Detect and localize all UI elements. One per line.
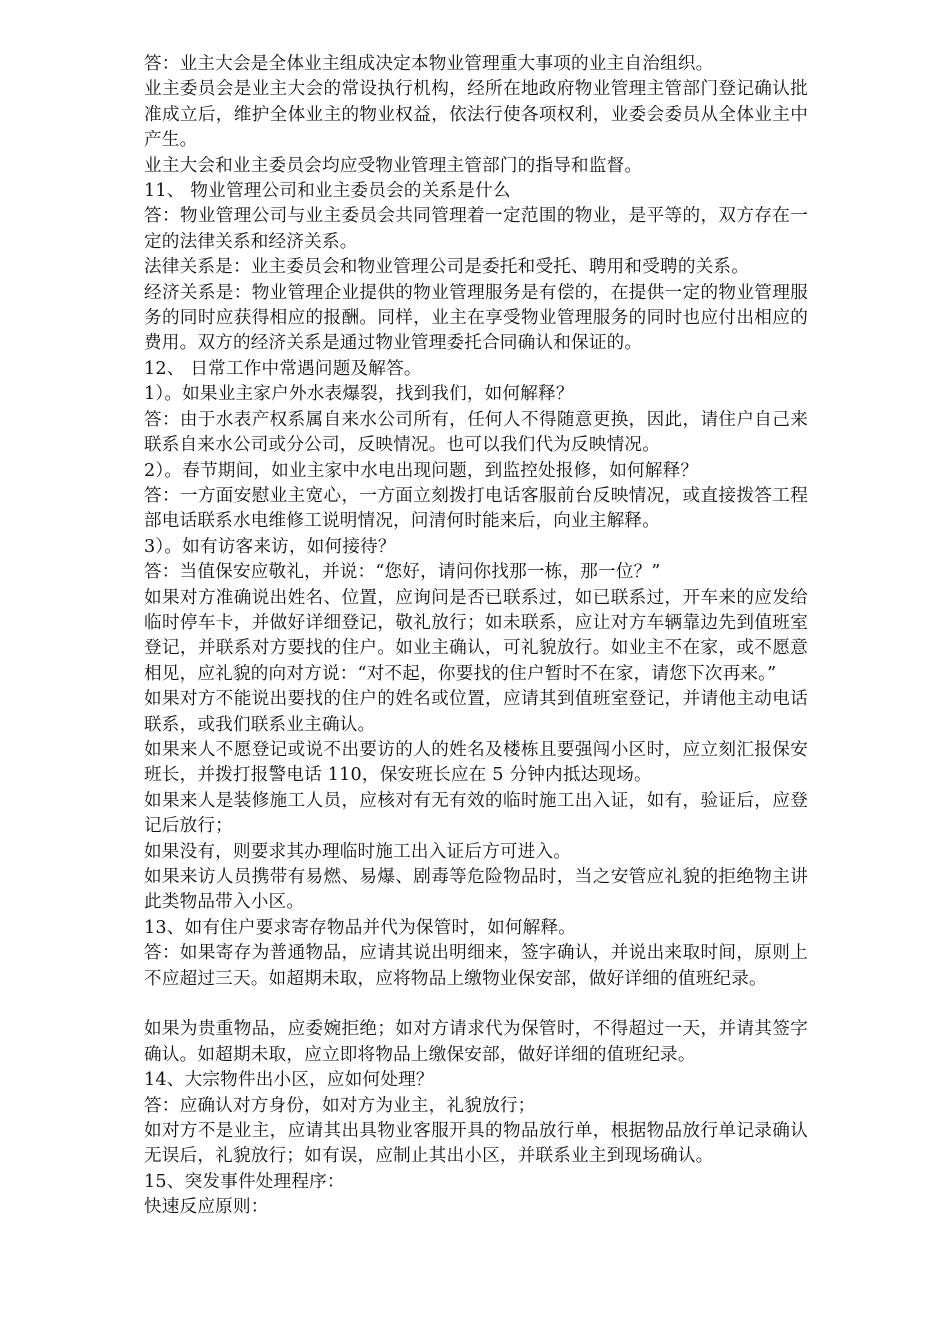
- heading-question-13: 13、如有住户要求寄存物品并代为保管时，如何解释。: [144, 917, 577, 938]
- heading-question-12: 12、 日常工作中常遇问题及解答。: [144, 358, 422, 379]
- heading-question-14: 14、大宗物件出小区，应如何处理？: [144, 1070, 434, 1091]
- answer-question-14: 答：应确认对方身份，如对方为业主，礼貌放行；: [144, 1095, 536, 1116]
- answer-subquestion-1: 答：由于水表产权系属自来水公司所有，任何人不得随意更换，因此，请住户自己来联系自来水公司或分公司，反映情况。也可以我们代为反映情况。: [144, 409, 808, 456]
- paragraph-owners-committee-definition: 业主委员会是业主大会的常设执行机构，经所在地政府物业管理主管部门登记确认批准成立后，维护全体业主的物业权益，依法行使各项权利，业委会委员从全体业主中产生。: [144, 79, 808, 151]
- paragraph-dangerous-goods: 如果来访人员携带有易燃、易爆、剧毒等危险物品时，当之安管应礼貌的拒绝物主讲此类物品带入小区。: [144, 867, 808, 913]
- paragraph-no-permit: 如果没有，则要求其办理临时施工出入证后方可进入。: [144, 841, 572, 862]
- answer-subquestion-2: 答：一方面安慰业主宽心，一方面立刻拨打电话客服前台反映情况，或直接拨答工程部电话联系水电维修工说明情况，问清何时能来后，向业主解释。: [144, 485, 808, 532]
- paragraph-supervision: 业主大会和业主委员会均应受物业管理主管部门的指导和监督。: [144, 155, 643, 176]
- paragraph-economic-relationship: 经济关系是：物业管理企业提供的物业管理服务是有偿的，在提供一定的物业管理服务的同时应获得相应的报酬。同样，业主在享受物业管理服务的同时也应付出相应的费用。双方的经济关系是通过物业管理委托合同确认和保证的。: [144, 282, 808, 354]
- paragraph-legal-relationship: 法律关系是：业主委员会和物业管理公司是委托和受托、聘用和受聘的关系。: [144, 257, 749, 278]
- subquestion-3: 3）。如有访客来访，如何接待？: [144, 536, 396, 557]
- blank-line: [144, 992, 808, 1017]
- paragraph-construction-worker: 如果来人是装修施工人员，应核对有无有效的临时施工出入证，如有，验证后，应登记后放行；: [144, 790, 808, 837]
- heading-question-15: 15、突发事件处理程序：: [144, 1171, 345, 1192]
- paragraph-valuables: 如果为贵重物品，应委婉拒绝；如对方请求代为保管时，不得超过一天，并请其签字确认。如超期未取，应立即将物品上缴保安部，做好详细的值班纪录。: [144, 1019, 808, 1065]
- paragraph-visitor-unknown: 如果对方不能说出要找的住户的姓名或位置，应请其到值班室登记，并请他主动电话联系，或我们联系业主确认。: [144, 689, 808, 735]
- paragraph-owners-assembly-definition: 答：业主大会是全体业主组成决定本物业管理重大事项的业主自治组织。: [144, 54, 714, 74]
- paragraph-rapid-response: 快速反应原则：: [144, 1197, 269, 1218]
- answer-question-13: 答：如果寄存为普通物品，应请其说出明细来，签字确认，并说出来取时间，原则上不应超过三天。如超期未取，应将物品上缴物业保安部，做好详细的值班纪录。: [144, 943, 808, 989]
- subquestion-1: 1）。如果业主家户外水表爆裂，找到我们，如何解释？: [144, 384, 574, 405]
- document-body: [144, 52, 808, 1221]
- paragraph-visitor-known: 如果对方准确说出姓名、位置，应询问是否已联系过，如已联系过，开车来的应发给临时停车卡，并做好详细登记，敬礼放行；如未联系，应让对方车辆靠边先到值班室登记，并联系对方要找的住户。如业主确认，可礼貌放行。如业主不在家，或不愿意相见，应礼貌的向对方说：“对不起，你要找的住户暂时不在家，请您下次再来。”: [144, 587, 808, 684]
- heading-question-11: 11、 物业管理公司和业主委员会的关系是什么: [144, 181, 511, 202]
- answer-subquestion-3: 答：当值保安应敬礼，并说：“您好，请问你找那一栋，那一位？”: [144, 562, 661, 583]
- paragraph-non-owner: 如对方不是业主，应请其出具物业客服开具的物品放行单，根据物品放行单记录确认无误后，礼貌放行；如有误，应制止其出小区，并联系业主到现场确认。: [144, 1121, 808, 1167]
- paragraph-visitor-refuses: 如果来人不愿登记或说不出要访的人的姓名及楼栋且要强闯小区时，应立刻汇报保安班长，并拨打报警电话 110，保安班长应在 5 分钟内抵达现场。: [144, 739, 808, 786]
- paragraph-answer-11: 答：物业管理公司与业主委员会共同管理着一定范围的物业，是平等的，双方存在一定的法律关系和经济关系。: [144, 206, 808, 252]
- subquestion-2: 2）。春节期间，如业主家中水电出现问题，到监控处报修，如何解释？: [144, 460, 699, 481]
